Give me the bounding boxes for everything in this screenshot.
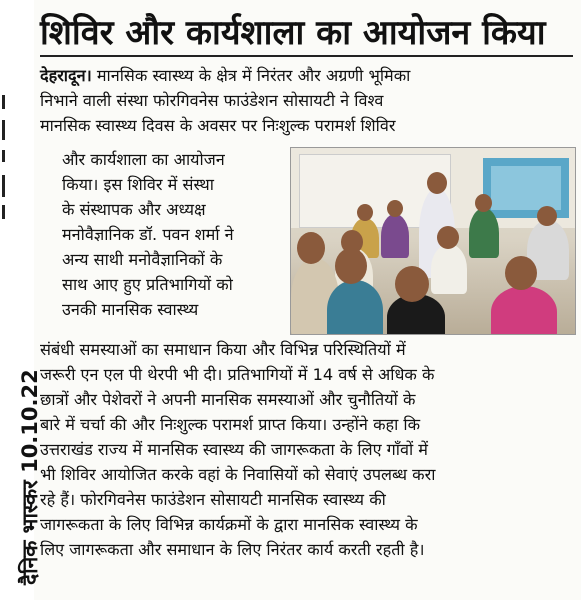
margin-mark [2, 205, 5, 219]
margin-mark [2, 120, 5, 140]
article-line-2: निभाने वाली संस्था फोरगिवनेस फाउंडेशन सोसायटी ने विश्व [40, 91, 384, 110]
source-date-label: दैनिक भास्कर 10.10.22 [18, 369, 42, 585]
article-line-8: अन्य साथी मनोवैज्ञानिकों के [62, 250, 223, 269]
headline-rule [40, 55, 573, 57]
article-line-16: भी शिविर आयोजित करके वहां के निवासियों को सेवाएं उपलब्ध करा [40, 465, 436, 484]
article-line-13: छात्रों और पेशेवरों ने अपनी मानसिक समस्याओं और चुनौतियों के [40, 390, 416, 409]
article-line-4: और कार्यशाला का आयोजन [62, 150, 225, 169]
article-line-15: उत्तराखंड राज्य में मानसिक स्वास्थ्य की जागरूकता के लिए गाँवों में [40, 440, 428, 459]
headline: शिविर और कार्यशाला का आयोजन किया [40, 13, 546, 53]
article-line-6: के संस्थापक और अध्यक्ष [62, 200, 206, 219]
article-line-17: रहे हैं। फोरगिवनेस फाउंडेशन सोसायटी मानसिक स्वास्थ्य की [40, 490, 386, 509]
article-line-12: जरूरी एन एल पी थेरपी भी दी। प्रतिभागियों में 14 वर्ष से अधिक के [40, 365, 435, 384]
margin-mark [2, 175, 5, 197]
dateline-place: देहरादून। [40, 66, 92, 85]
article-line-18: जागरूकता के लिए विभिन्न कार्यक्रमों के द्वारा मानसिक स्वास्थ्य के [40, 515, 418, 534]
article-line-14: बारे में चर्चा की और निःशुल्क परामर्श प्राप्त किया। उन्होंने कहा कि [40, 415, 421, 434]
margin-mark [2, 150, 5, 162]
left-margin [0, 0, 42, 600]
article-line-1: देहरादून। मानसिक स्वास्थ्य के क्षेत्र में निरंतर और अग्रणी भूमिका [40, 66, 411, 85]
article-line-11: संबंधी समस्याओं का समाधान किया और विभिन्न परिस्थितियों में [40, 340, 406, 359]
article-line-19: लिए जागरूकता और समाधान के लिए निरंतर कार्य करती रहती है। [40, 540, 425, 559]
article-line-10: उनकी मानसिक स्वास्थ्य [62, 300, 199, 319]
article-line-7: मनोवैज्ञानिक डॉ. पवन शर्मा ने [62, 225, 234, 244]
article-line-3: मानसिक स्वास्थ्य दिवस के अवसर पर निःशुल्क परामर्श शिविर [40, 116, 396, 135]
article-line-5: किया। इस शिविर में संस्था [62, 175, 214, 194]
margin-mark [2, 95, 5, 109]
workshop-photo [290, 147, 576, 335]
article-line-9: साथ आए हुए प्रतिभागियों को [62, 275, 233, 294]
